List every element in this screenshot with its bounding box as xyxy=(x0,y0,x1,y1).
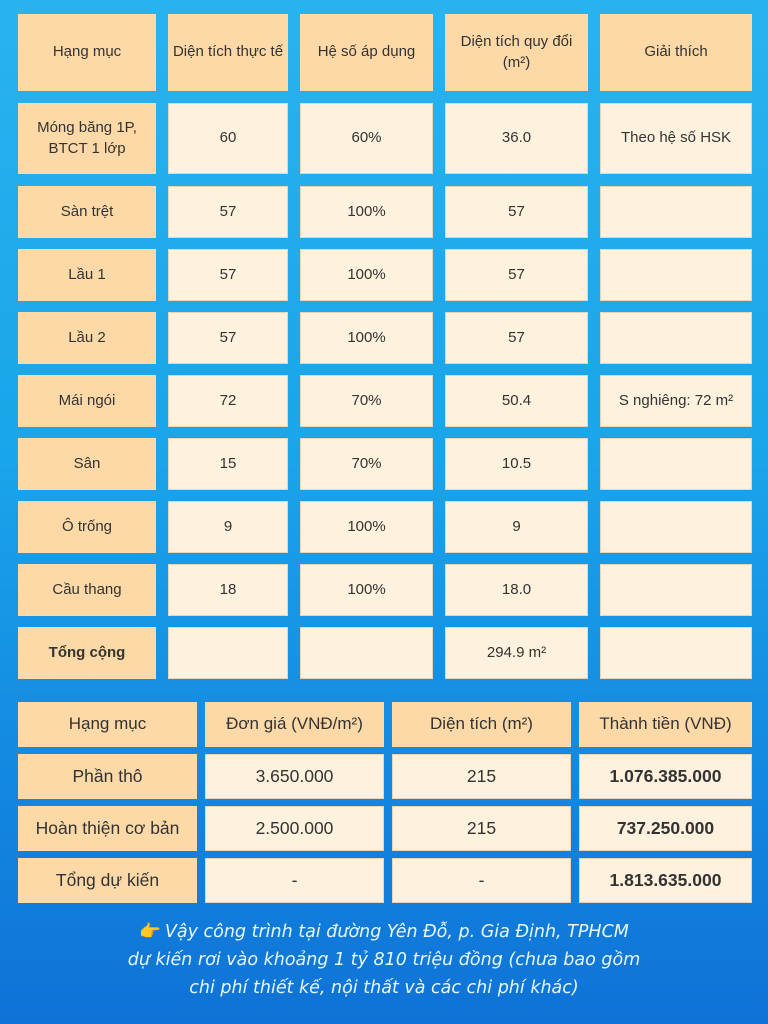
table-cell xyxy=(300,627,433,679)
table-cell: 70% xyxy=(300,375,433,427)
row-label: Sàn trệt xyxy=(18,186,156,238)
table-header-cell: Thành tiền (VNĐ) xyxy=(579,702,752,747)
total-cell: 1.813.635.000 xyxy=(579,858,752,903)
row-label: Phần thô xyxy=(18,754,197,799)
table-cell: 100% xyxy=(300,312,433,364)
table-cell: 18.0 xyxy=(445,564,588,616)
table-cell: 36.0 xyxy=(445,103,588,174)
table-cell: 100% xyxy=(300,249,433,301)
table-header-cell: Diện tích (m²) xyxy=(392,702,571,747)
table-cell: 15 xyxy=(168,438,288,490)
cost-table xyxy=(18,702,752,903)
table-cell: 57 xyxy=(168,312,288,364)
table-cell: 57 xyxy=(168,186,288,238)
table-cell xyxy=(600,186,752,238)
note-line-3: chi phí thiết kế, nội thất và các chi phí khác) xyxy=(189,978,579,998)
note-line-2: dự kiến rơi vào khoảng 1 tỷ 810 triệu đồng (chưa bao gồm xyxy=(127,950,641,970)
table-cell xyxy=(600,312,752,364)
row-label: Hoàn thiện cơ bản xyxy=(18,806,197,851)
note-line-1: Vậy công trình tại đường Yên Đỗ, p. Gia Định, TPHCM xyxy=(164,922,629,942)
row-label: Cầu thang xyxy=(18,564,156,616)
table-cell xyxy=(600,627,752,679)
table-cell: 57 xyxy=(445,312,588,364)
table-cell: 57 xyxy=(168,249,288,301)
table-header-cell: Hạng mục xyxy=(18,702,197,747)
table-header-cell: Diện tích quy đổi (m²) xyxy=(445,14,588,91)
total-cell: 737.250.000 xyxy=(579,806,752,851)
table-header-cell: Đơn giá (VNĐ/m²) xyxy=(205,702,384,747)
table-cell: 60 xyxy=(168,103,288,174)
row-label: Lầu 1 xyxy=(18,249,156,301)
table-cell: - xyxy=(392,858,571,903)
table-header-cell: Hạng mục xyxy=(18,14,156,91)
table-cell: 70% xyxy=(300,438,433,490)
total-cell: 1.076.385.000 xyxy=(579,754,752,799)
table-cell: 50.4 xyxy=(445,375,588,427)
table-cell: 100% xyxy=(300,186,433,238)
table-cell xyxy=(168,627,288,679)
table-cell: 72 xyxy=(168,375,288,427)
table-cell: 2.500.000 xyxy=(205,806,384,851)
table-cell: 60% xyxy=(300,103,433,174)
table-cell: 215 xyxy=(392,754,571,799)
row-label: Ô trống xyxy=(18,501,156,553)
row-label: Mái ngói xyxy=(18,375,156,427)
table-cell: 3.650.000 xyxy=(205,754,384,799)
table-cell: 215 xyxy=(392,806,571,851)
table-header-cell: Giải thích xyxy=(600,14,752,91)
table-cell: 9 xyxy=(168,501,288,553)
table-cell: Theo hệ số HSK xyxy=(600,103,752,174)
row-label: Sân xyxy=(18,438,156,490)
row-label: Móng băng 1P, BTCT 1 lớp xyxy=(18,103,156,174)
row-label: Tổng cộng xyxy=(18,627,156,679)
conclusion-note xyxy=(0,918,768,1002)
table-cell: 100% xyxy=(300,564,433,616)
table-cell: 10.5 xyxy=(445,438,588,490)
table-cell: S nghiêng: 72 m² xyxy=(600,375,752,427)
table-cell xyxy=(600,564,752,616)
table-cell xyxy=(600,501,752,553)
table-cell: 57 xyxy=(445,186,588,238)
row-label: Lầu 2 xyxy=(18,312,156,364)
row-label: Tổng dự kiến xyxy=(18,858,197,903)
table-cell xyxy=(600,249,752,301)
table-cell: - xyxy=(205,858,384,903)
area-table xyxy=(18,14,752,679)
table-header-cell: Diện tích thực tế xyxy=(168,14,288,91)
pointing-hand-icon: 👉 xyxy=(139,922,161,942)
table-cell: 9 xyxy=(445,501,588,553)
table-cell xyxy=(600,438,752,490)
table-cell: 57 xyxy=(445,249,588,301)
table-cell: 294.9 m² xyxy=(445,627,588,679)
table-cell: 18 xyxy=(168,564,288,616)
table-cell: 100% xyxy=(300,501,433,553)
table-header-cell: Hệ số áp dụng xyxy=(300,14,433,91)
